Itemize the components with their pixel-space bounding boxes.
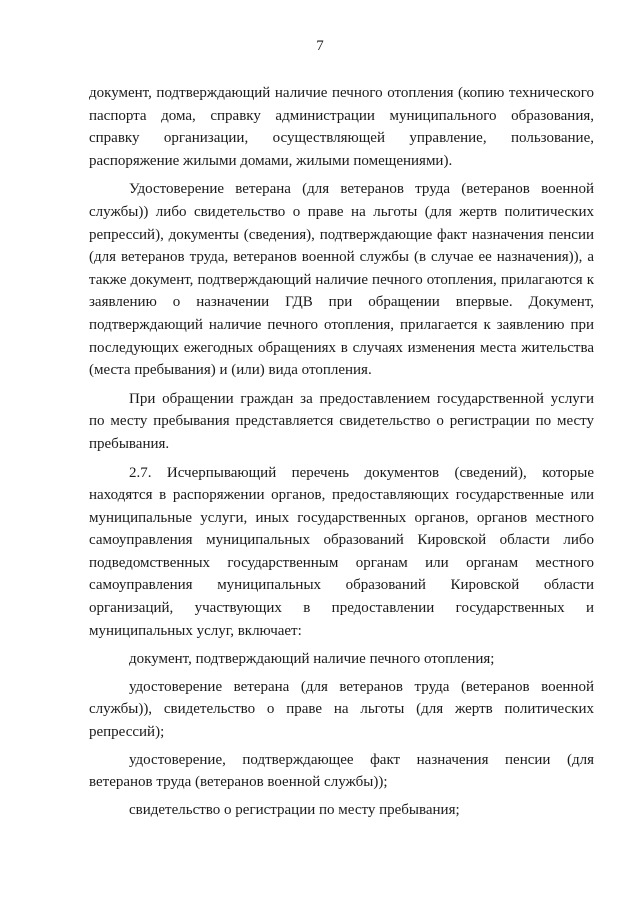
paragraph-veteran-certificate: Удостоверение ветерана (для ветеранов труда (ветеранов военной службы)) либо свидетельство о праве на льготы (для жертв политических репрессий), документы (сведения), подтверждающие факт назначения пенсии (для ветеранов труда, ветеранов военной службы (в случае ее назначения)), а также документ, подтверждающий наличие печного отопления, прилагаются к заявлению о назначении ГДВ при обращении впервые. Документ, подтверждающий наличие печного отопления, прилагается к заявлению при последующих ежегодных обращениях в случаях изменения места жительства (места пребывания) и (или) вида отопления. — [89, 181, 594, 379]
list-item-stove-heating: документ, подтверждающий наличие печного отопления; — [129, 651, 495, 668]
paragraph-place-of-stay: При обращении граждан за предоставлением государственной услуги по месту пребывания представляется свидетельство о регистрации по месту пребывания. — [89, 390, 594, 452]
list-item-veteran-certificate: удостоверение ветерана (для ветеранов труда (ветеранов военной службы)), свидетельство о праве на льготы (для жертв политических репрессий); — [89, 678, 594, 741]
paragraph-section-2-7: 2.7. Исчерпывающий перечень документов (сведений), которые находятся в распоряжении органов, предоставляющих государственные или муниципальные услуги, иных государственных органов, органов местного самоуправления муниципальных образований Кировской области либо подведомственных государственным органам или органам местного самоуправления муниципальных образований Кировской области организаций, участвующих в предоставлении государственных и муниципальных услуг, включает: — [89, 464, 594, 639]
paragraph-document-confirming-stove: документ, подтверждающий наличие печного отопления (копию технического паспорта дома, справку администрации муниципального образования, справку организации, осуществляющей управление, пользование, распоряжение жилыми домами, жилыми помещениями). — [89, 85, 594, 169]
list-item-registration-certificate: свидетельство о регистрации по месту пребывания; — [129, 801, 460, 818]
document-body — [89, 82, 594, 826]
list-item-pension-certificate: удостоверение, подтверждающее факт назначения пенсии (для ветеранов труда (ветеранов военной службы)); — [89, 751, 594, 791]
page-number: 7 — [316, 38, 324, 54]
